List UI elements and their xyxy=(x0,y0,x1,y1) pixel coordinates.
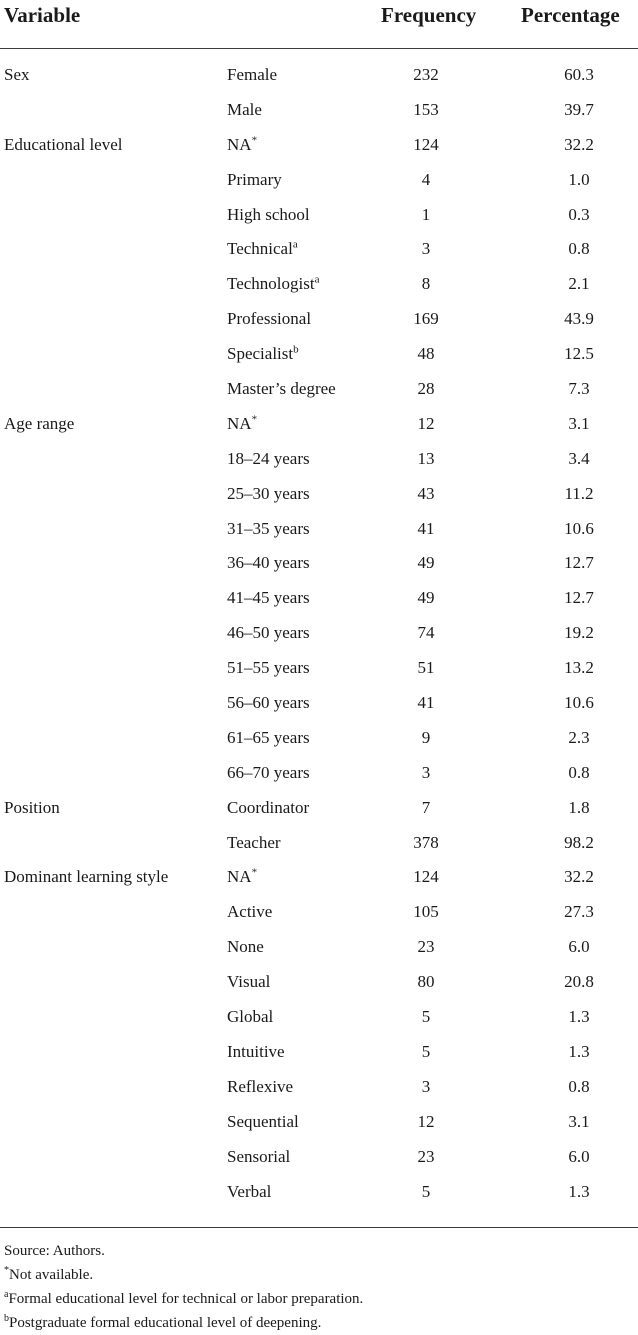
table-row xyxy=(0,862,638,897)
cell-category xyxy=(227,344,299,364)
cell-frequency: 5 xyxy=(421,1007,431,1027)
cell-category-text: NA xyxy=(227,134,252,154)
cell-frequency: 43 xyxy=(417,483,435,503)
table-row xyxy=(0,269,638,304)
cell-frequency: 5 xyxy=(421,1041,431,1061)
cell-category-text: Technologist xyxy=(227,274,315,294)
cell-footnote-mark: a xyxy=(314,273,320,286)
cell-category-text: 18–24 years xyxy=(227,448,310,468)
table-row xyxy=(0,932,638,967)
cell-percentage: 12.7 xyxy=(564,553,594,573)
cell-frequency: 12 xyxy=(417,1111,435,1131)
cell-percentage: 60.3 xyxy=(564,65,594,84)
cell-percentage: 1.3 xyxy=(568,1181,590,1201)
cell-percentage: 12.7 xyxy=(564,588,594,608)
cell-frequency: 41 xyxy=(417,518,435,538)
cell-frequency: 74 xyxy=(417,623,435,643)
table-row xyxy=(0,583,638,618)
cell-category xyxy=(227,728,310,748)
table-row xyxy=(0,828,638,863)
cell-category xyxy=(227,205,310,225)
cell-category xyxy=(227,658,310,678)
cell-frequency: 3 xyxy=(421,239,431,259)
table-header xyxy=(0,0,638,49)
cell-percentage: 6.0 xyxy=(568,937,590,957)
cell-frequency: 378 xyxy=(413,832,439,852)
cell-category xyxy=(227,519,310,539)
table-row xyxy=(0,1072,638,1107)
cell-percentage: 3.1 xyxy=(568,1111,590,1131)
cell-frequency: 153 xyxy=(413,99,439,119)
cell-footnote-mark: * xyxy=(251,866,258,879)
cell-category-text: None xyxy=(227,937,264,957)
cell-percentage: 11.2 xyxy=(564,483,594,503)
cell-percentage: 3.4 xyxy=(568,448,590,468)
cell-category xyxy=(227,449,310,469)
cell-category-text: Primary xyxy=(227,169,282,189)
footnote-b-mark: b xyxy=(4,1313,9,1324)
cell-footnote-mark: * xyxy=(251,413,258,426)
footnote-b-text: Postgraduate formal educational level of deepening. xyxy=(9,1315,322,1331)
table-row xyxy=(0,967,638,1002)
table-row xyxy=(0,1002,638,1037)
cell-category-text: 66–70 years xyxy=(227,762,310,782)
cell-percentage: 1.3 xyxy=(568,1007,590,1027)
table-row xyxy=(0,1142,638,1177)
cell-category-text: Reflexive xyxy=(227,1076,294,1096)
cell-percentage: 2.3 xyxy=(568,727,590,747)
table-row xyxy=(0,200,638,235)
cell-category-text: Sensorial xyxy=(227,1146,291,1166)
cell-category-text: 36–40 years xyxy=(227,553,310,573)
cell-frequency: 124 xyxy=(413,867,439,887)
cell-frequency: 48 xyxy=(417,344,435,364)
cell-category-text: 51–55 years xyxy=(227,658,310,678)
cell-percentage: 10.6 xyxy=(564,518,594,538)
table-body xyxy=(0,49,638,1211)
table-row xyxy=(0,688,638,723)
cell-frequency: 3 xyxy=(421,1076,431,1096)
cell-category-text: Global xyxy=(227,1007,274,1027)
cell-percentage: 13.2 xyxy=(564,658,594,678)
footnote-a xyxy=(4,1287,363,1311)
cell-category xyxy=(227,309,311,329)
table-row xyxy=(0,339,638,374)
cell-category-text: Specialist xyxy=(227,344,294,364)
cell-category xyxy=(227,274,319,294)
cell-category-text: Male xyxy=(227,99,262,119)
cell-category-text: Professional xyxy=(227,309,312,329)
table-row xyxy=(0,130,638,165)
footnote-na xyxy=(4,1263,363,1287)
cell-footnote-mark: * xyxy=(251,134,258,147)
cell-category xyxy=(227,379,336,399)
cell-percentage: 27.3 xyxy=(564,902,594,922)
cell-category xyxy=(227,135,257,155)
cell-frequency: 51 xyxy=(417,658,435,678)
table-row xyxy=(0,1107,638,1142)
table-row xyxy=(0,234,638,269)
cell-category-text: 56–60 years xyxy=(227,693,310,713)
table-row xyxy=(0,618,638,653)
cell-category-text: 41–45 years xyxy=(227,588,310,608)
cell-percentage: 32.2 xyxy=(564,867,594,887)
cell-frequency: 49 xyxy=(417,588,435,608)
cell-category xyxy=(227,902,272,922)
cell-category-text: Female xyxy=(227,65,278,84)
cell-category-text: Technical xyxy=(227,239,293,259)
cell-category xyxy=(227,1112,299,1132)
cell-category xyxy=(227,972,270,992)
cell-category xyxy=(227,937,264,957)
cell-percentage: 0.8 xyxy=(568,762,590,782)
cell-category xyxy=(227,588,310,608)
cell-category xyxy=(227,763,310,783)
header-variable: Variable xyxy=(4,3,81,27)
table-row xyxy=(0,1037,638,1072)
cell-category xyxy=(227,1182,271,1202)
cell-category xyxy=(227,170,282,190)
cell-percentage: 39.7 xyxy=(564,99,594,119)
cell-percentage: 0.8 xyxy=(568,239,590,259)
cell-category-text: 31–35 years xyxy=(227,518,310,538)
cell-category-text: Verbal xyxy=(227,1181,272,1201)
cell-variable: Age range xyxy=(4,413,75,433)
cell-category xyxy=(227,553,310,573)
cell-percentage: 20.8 xyxy=(564,972,594,992)
cell-category xyxy=(227,1042,285,1062)
cell-frequency: 4 xyxy=(421,169,431,189)
table-row xyxy=(0,165,638,200)
cell-frequency: 23 xyxy=(417,937,435,957)
cell-percentage: 12.5 xyxy=(564,344,594,364)
cell-frequency: 13 xyxy=(417,448,435,468)
table-row xyxy=(0,514,638,549)
cell-frequency: 49 xyxy=(417,553,435,573)
cell-frequency: 41 xyxy=(417,693,435,713)
cell-category xyxy=(227,484,310,504)
cell-percentage: 19.2 xyxy=(564,623,594,643)
cell-percentage: 0.8 xyxy=(568,1076,590,1096)
cell-frequency: 105 xyxy=(413,902,439,922)
cell-variable: Position xyxy=(4,797,60,817)
footnote-b xyxy=(4,1311,363,1335)
cell-percentage: 98.2 xyxy=(564,832,594,852)
cell-category xyxy=(227,867,257,887)
footnote-a-text: Formal educational level for technical or labor preparation. xyxy=(8,1291,364,1307)
cell-frequency: 9 xyxy=(421,727,431,747)
cell-variable: Dominant learning style xyxy=(4,867,169,887)
cell-category xyxy=(227,65,277,85)
cell-category-text: Visual xyxy=(227,972,271,992)
cell-category-text: Master’s degree xyxy=(227,379,336,399)
table-row xyxy=(0,409,638,444)
table-row xyxy=(0,374,638,409)
cell-category-text: 61–65 years xyxy=(227,727,310,747)
cell-percentage: 6.0 xyxy=(568,1146,590,1166)
table-row xyxy=(0,95,638,130)
table-row xyxy=(0,758,638,793)
cell-category xyxy=(227,798,309,818)
cell-frequency: 232 xyxy=(413,65,439,84)
cell-frequency: 12 xyxy=(417,413,435,433)
cell-category-text: NA xyxy=(227,413,252,433)
cell-category xyxy=(227,100,262,120)
cell-category xyxy=(227,1007,273,1027)
cell-category xyxy=(227,833,281,853)
cell-category-text: Active xyxy=(227,902,273,922)
table-row xyxy=(0,479,638,514)
table-row xyxy=(0,653,638,688)
cell-percentage: 2.1 xyxy=(568,274,590,294)
cell-frequency: 169 xyxy=(413,309,439,329)
table-row xyxy=(0,1177,638,1212)
cell-category xyxy=(227,1077,293,1097)
cell-category xyxy=(227,1147,290,1167)
cell-frequency: 23 xyxy=(417,1146,435,1166)
cell-category xyxy=(227,414,257,434)
header-frequency: Frequency xyxy=(381,3,477,27)
cell-footnote-mark: b xyxy=(293,343,299,356)
table-row xyxy=(0,897,638,932)
cell-percentage: 1.8 xyxy=(568,797,590,817)
header-percentage: Percentage xyxy=(521,3,620,27)
source-note: Source: Authors. xyxy=(4,1243,105,1259)
cell-category-text: Sequential xyxy=(227,1111,299,1131)
cell-category-text: NA xyxy=(227,867,252,887)
table-row xyxy=(0,723,638,758)
table-row xyxy=(0,793,638,828)
cell-footnote-mark: a xyxy=(292,238,298,251)
cell-percentage: 3.1 xyxy=(568,413,590,433)
cell-frequency: 1 xyxy=(421,204,431,224)
cell-category xyxy=(227,623,310,643)
cell-category-text: 46–50 years xyxy=(227,623,310,643)
cell-category xyxy=(227,239,298,259)
cell-frequency: 124 xyxy=(413,134,439,154)
cell-frequency: 5 xyxy=(421,1181,431,1201)
footnote-na-text: Not available. xyxy=(9,1267,94,1283)
cell-percentage: 43.9 xyxy=(564,309,594,329)
table-row xyxy=(0,548,638,583)
cell-percentage: 1.0 xyxy=(568,169,590,189)
table-row xyxy=(0,304,638,339)
table-footnotes xyxy=(4,1239,363,1335)
table-bottom-rule xyxy=(0,1227,638,1228)
cell-category-text: Teacher xyxy=(227,832,281,852)
cell-category-text: High school xyxy=(227,204,310,224)
cell-percentage: 1.3 xyxy=(568,1041,590,1061)
cell-category xyxy=(227,693,310,713)
cell-percentage: 32.2 xyxy=(564,134,594,154)
cell-frequency: 8 xyxy=(421,274,431,294)
cell-category-text: 25–30 years xyxy=(227,483,310,503)
cell-frequency: 3 xyxy=(421,762,431,782)
cell-percentage: 10.6 xyxy=(564,693,594,713)
table-row xyxy=(0,60,638,95)
cell-frequency: 7 xyxy=(421,797,431,817)
cell-variable: Sex xyxy=(4,65,30,84)
cell-variable: Educational level xyxy=(4,134,123,154)
table-row xyxy=(0,444,638,479)
cell-frequency: 28 xyxy=(417,379,435,399)
cell-percentage: 7.3 xyxy=(568,379,590,399)
footnote-na-mark: * xyxy=(4,1265,9,1276)
cell-percentage: 0.3 xyxy=(568,204,590,224)
cell-frequency: 80 xyxy=(417,972,435,992)
cell-category-text: Intuitive xyxy=(227,1041,285,1061)
cell-category-text: Coordinator xyxy=(227,797,310,817)
footnote-a-mark: a xyxy=(4,1289,9,1300)
